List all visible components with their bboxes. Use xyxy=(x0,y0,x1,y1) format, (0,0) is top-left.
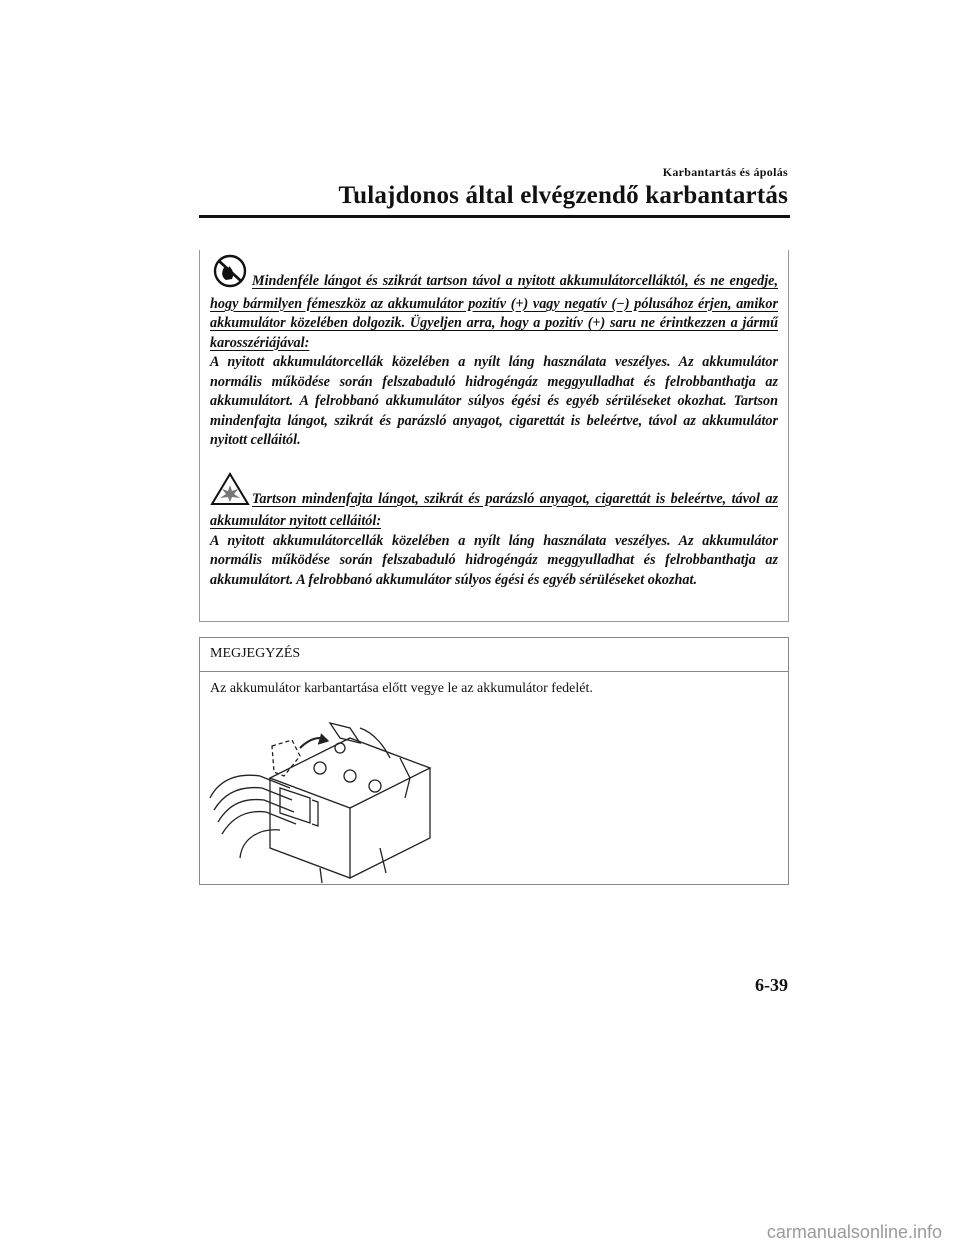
header-divider xyxy=(199,215,790,218)
warning-box xyxy=(199,250,789,622)
explosion-warning-icon xyxy=(210,472,250,513)
section-label: Karbantartás és ápolás xyxy=(662,165,788,179)
note-box xyxy=(199,637,789,885)
warning-heading-1: Mindenféle lángot és szikrát tartson távol a nyitott akkumulátorcelláktól, és ne engedje, hogy bármilyen fémeszköz az akkumulátor pozitív (+) vagy negatív (−) pólusához érjen, amikor akkumulátor közelében dolgozik. Ügyeljen arra, hogy a pozitív (+) saru ne érintkezzen a jármű karosszériájával: xyxy=(210,273,778,351)
watermark: carmanualsonline.info xyxy=(766,1222,942,1242)
battery-cover-illustration xyxy=(200,698,440,888)
no-flame-icon xyxy=(210,254,250,295)
warning-body-1: A nyitott akkumulátorcellák közelében a nyílt láng használata veszélyes. Az akkumulátor normális működése során felszabaduló hidrogéngáz meggyulladhat és felrobbanthatja az akkumulátort. A felrobbanó akkumulátor súlyos égési és egyéb sérüléseket okozhat. Tartson mindenfajta lángot, szikrát és parázsló anyagot, cigarettát is beleértve, távol az akkumulátor nyitott celláitól. xyxy=(210,354,778,448)
warning-block-1 xyxy=(210,254,778,451)
page-number: 6-39 xyxy=(755,975,788,995)
page-title: Tulajdonos által elvégzendő karbantartás xyxy=(338,182,788,209)
warning-heading-2: Tartson mindenfajta lángot, szikrát és parázsló anyagot, cigarettát is beleértve, távol az akkumulátor nyitott celláitól: xyxy=(210,490,778,529)
note-heading: MEGJEGYZÉS xyxy=(200,638,788,672)
note-text: Az akkumulátor karbantartása előtt vegye le az akkumulátor fedelét. xyxy=(210,681,593,696)
warning-block-2 xyxy=(210,472,778,591)
warning-body-2: A nyitott akkumulátorcellák közelében a nyílt láng használata veszélyes. Az akkumulátor normális működése során felszabaduló hidrogéngáz meggyulladhat és felrobbanthatja az akkumulátort. A felrobbanó akkumulátor súlyos égési és egyéb sérüléseket okozhat. xyxy=(210,532,778,588)
